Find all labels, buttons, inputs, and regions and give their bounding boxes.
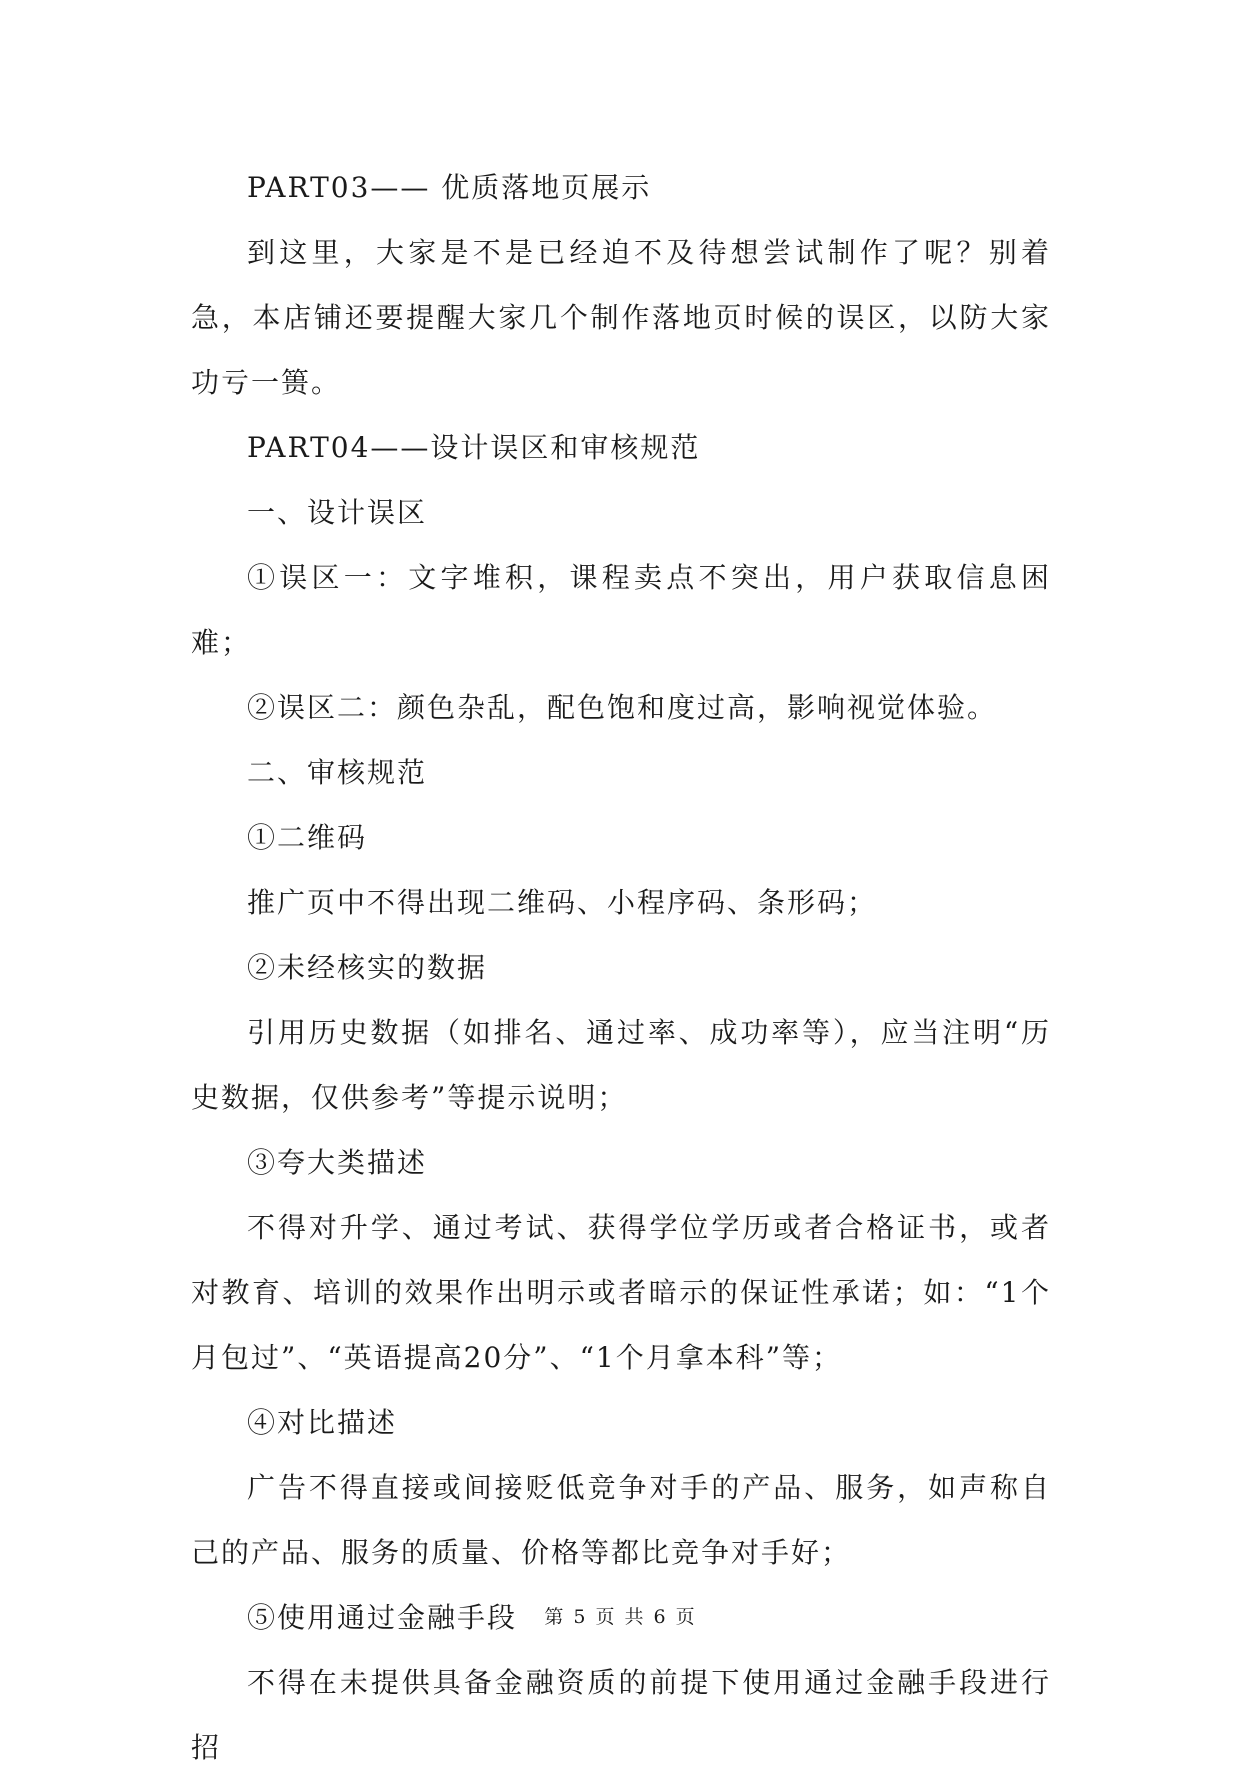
rule-text-qrcode: 推广页中不得出现二维码、小程序码、条形码；: [247, 886, 878, 919]
heading-part03: PART03—— 优质落地页展示: [247, 171, 652, 204]
section-heading-review-rules: 二、审核规范: [247, 756, 428, 789]
rule-text-finance: 不得在未提供具备金融资质的前提下使用通过金融手段进行招: [191, 1666, 1051, 1764]
rule-text-comparison: 广告不得直接或间接贬低竞争对手的产品、服务，如声称自己的产品、服务的质量、价格等都比竞争对手好；: [191, 1471, 1051, 1569]
rule-text-exaggeration: 不得对升学、通过考试、获得学位学历或者合格证书，或者对教育、培训的效果作出明示或者暗示的保证性承诺；如：“1个月包过”、“英语提高20分”、“1个月拿本科”等；: [191, 1211, 1051, 1374]
rule-heading-exaggeration: ③夸大类描述: [247, 1146, 428, 1179]
rule-heading-unverified-data: ②未经核实的数据: [247, 951, 488, 984]
intro-paragraph: 到这里，大家是不是已经迫不及待想尝试制作了呢？别着急，本店铺还要提醒大家几个制作落地页时候的误区，以防大家功亏一篑。: [191, 236, 1051, 399]
rule-heading-qrcode: ①二维码: [247, 821, 368, 854]
mistake-item-1: ①误区一：文字堆积，课程卖点不突出，用户获取信息困难；: [191, 561, 1051, 659]
heading-part04: PART04——设计误区和审核规范: [247, 431, 701, 464]
rule-heading-comparison: ④对比描述: [247, 1406, 398, 1439]
section-heading-design-mistakes: 一、设计误区: [247, 496, 428, 529]
page-number-footer: 第 5 页 共 6 页: [544, 1606, 697, 1628]
rule-text-unverified-data: 引用历史数据（如排名、通过率、成功率等），应当注明“历史数据，仅供参考”等提示说明；: [191, 1016, 1051, 1114]
rule-heading-finance: ⑤使用通过金融手段: [247, 1601, 518, 1634]
document-body: [191, 155, 1051, 1780]
mistake-item-2: ②误区二：颜色杂乱，配色饱和度过高，影响视觉体验。: [247, 691, 998, 724]
